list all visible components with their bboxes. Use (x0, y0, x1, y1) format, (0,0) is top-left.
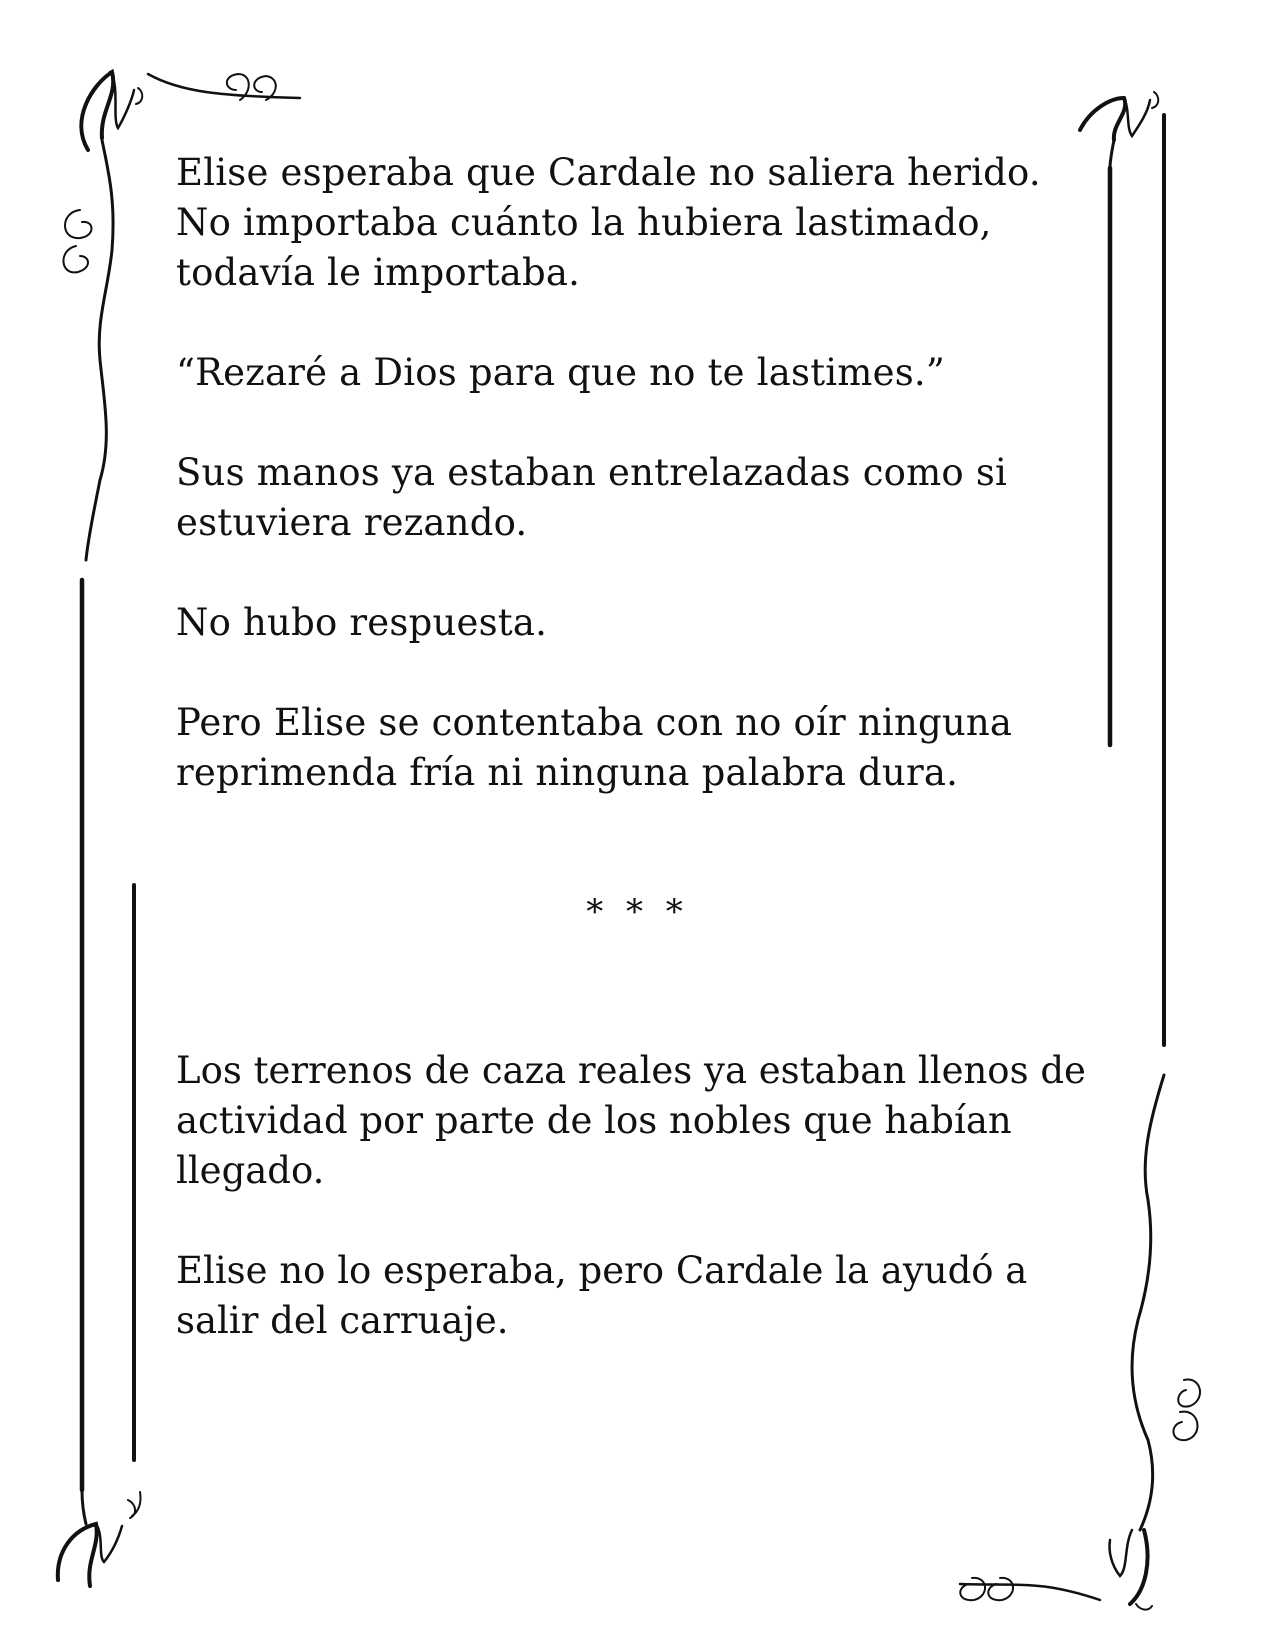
paragraph: Sus manos ya estaban entrelazadas como si estuviera rezando. (176, 451, 1008, 544)
text-section-top (176, 148, 1106, 798)
text-section-bottom (176, 1046, 1106, 1346)
paragraph: Los terrenos de caza reales ya estaban llenos de actividad por parte de los nobles que habían llegado. (176, 1049, 1086, 1192)
paragraph: No hubo respuesta. (176, 601, 548, 644)
bottom-left-flourish-icon (58, 1490, 141, 1586)
section-separator: * * * (586, 892, 689, 932)
paragraph: Elise no lo esperaba, pero Cardale la ayudó a salir del carruaje. (176, 1249, 1028, 1342)
paragraph: Pero Elise se contentaba con no oír ninguna reprimenda fría ni ninguna palabra dura. (176, 701, 1013, 794)
paragraph: Elise esperaba que Cardale no saliera herido. No importaba cuánto la hubiera lastimado, todavía le importaba. (176, 151, 1041, 294)
paragraph: “Rezaré a Dios para que no te lastimes.” (176, 351, 945, 394)
